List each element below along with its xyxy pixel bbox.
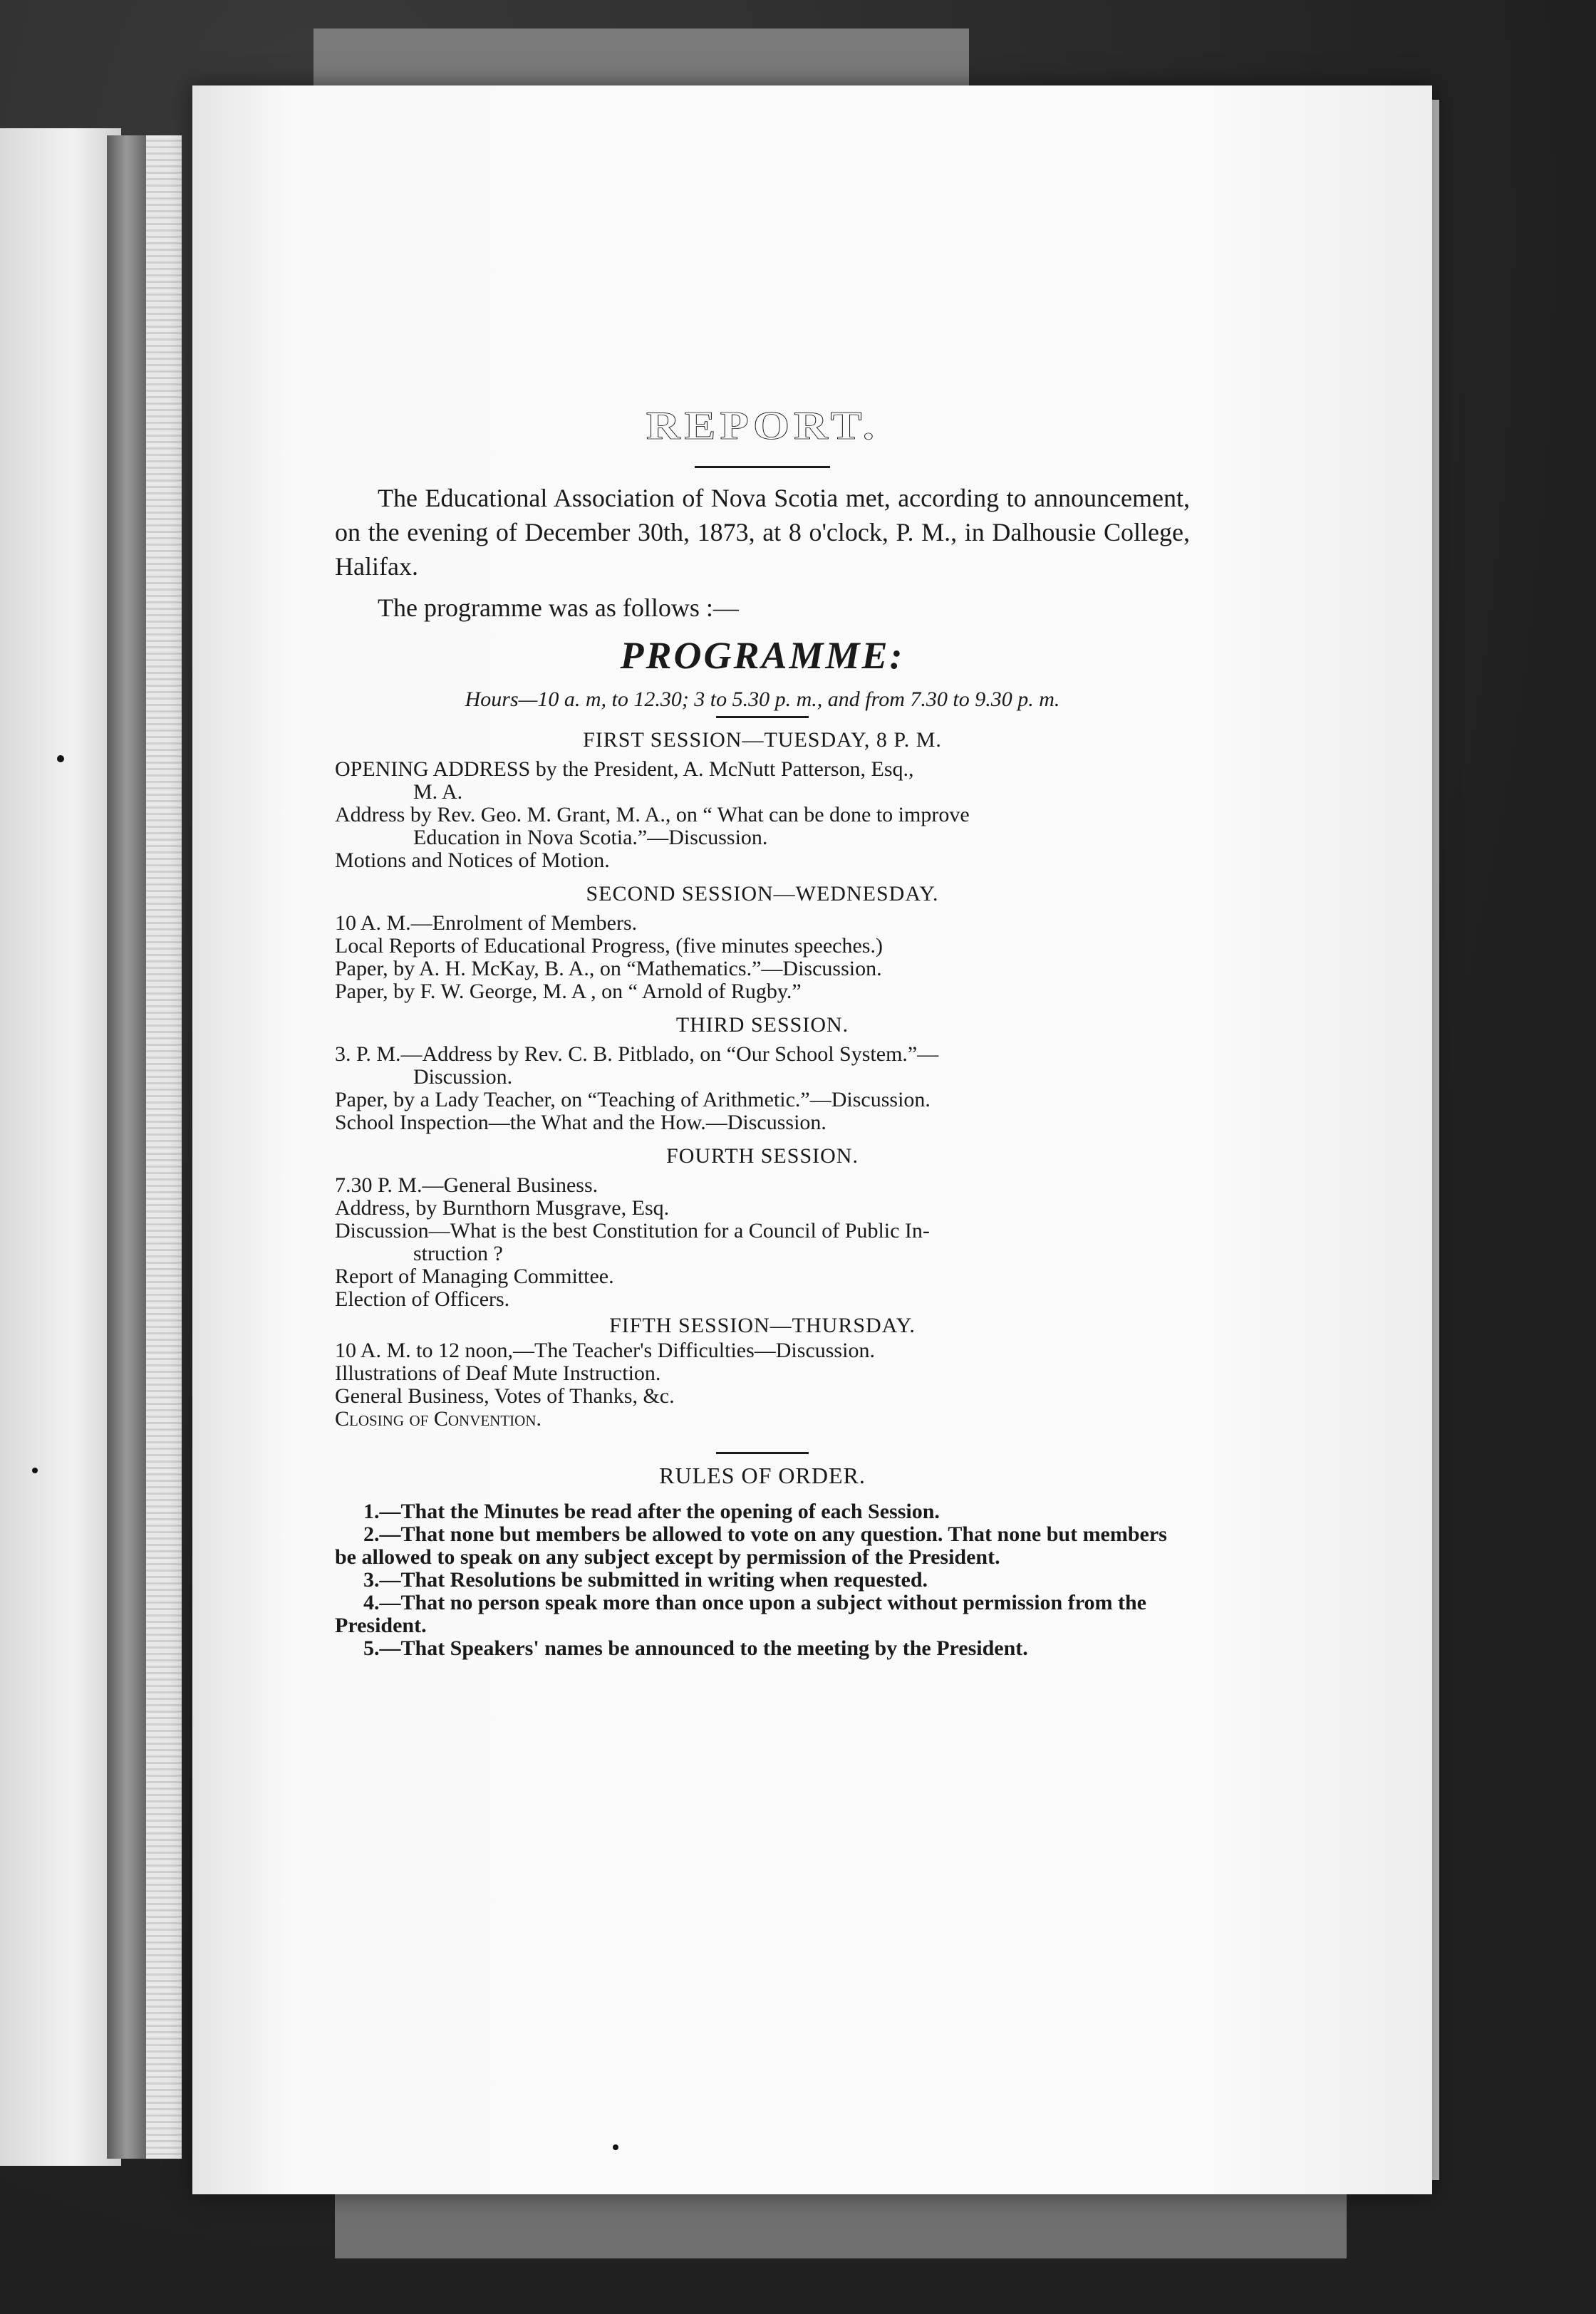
page-binding <box>146 135 182 2159</box>
session-item: Report of Managing Committee. <box>335 1265 614 1288</box>
session-item: Address, by Burnthorn Musgrave, Esq. <box>335 1196 670 1220</box>
session-item: Address by Rev. Geo. M. Grant, M. A., on “ What can be done to improve Education in Nova Scotia.”—Discussion. <box>335 803 970 849</box>
title-rule <box>695 466 830 468</box>
session-item: 3. P. M.—Address by Rev. C. B. Pitblado, on “Our School System.”— Discussion. <box>335 1042 939 1089</box>
report-intro: The Educational Association of Nova Scotia met, according to announcement, on the evening of December 30th, 1873, at 8 o'clock, P. M., in Dalhousie College, Halifax. <box>335 484 1190 581</box>
scan-speck <box>57 755 64 762</box>
session-item: Closing of Convention. <box>335 1407 542 1431</box>
facing-page-edge <box>0 128 121 2166</box>
session-heading: FIFTH SESSION—THURSDAY. <box>609 1314 916 1337</box>
scan-top-strip <box>314 28 969 93</box>
rule-item: 1.—That the Minutes be read after the opening of each Session. <box>363 1500 940 1523</box>
rule-item: 5.—That Speakers' names be announced to the meeting by the President. <box>363 1636 1028 1660</box>
session-heading: FIRST SESSION—TUESDAY, 8 P. M. <box>583 728 942 752</box>
session-item: 10 A. M. to 12 noon,—The Teacher's Difficulties—Discussion. <box>335 1339 875 1362</box>
session-heading: SECOND SESSION—WEDNESDAY. <box>586 882 939 906</box>
sessions <box>335 728 1190 1431</box>
report-title: REPORT. <box>646 403 879 448</box>
session-item: Discussion—What is the best Constitution for a Council of Public In- struction ? <box>335 1219 930 1265</box>
session-item: Paper, by A. H. McKay, B. A., on “Mathematics.”—Discussion. <box>335 957 882 980</box>
session-item: Election of Officers. <box>335 1287 510 1311</box>
session-item: Illustrations of Deaf Mute Instruction. <box>335 1361 661 1385</box>
rules-rule <box>716 1452 809 1454</box>
session-item: 10 A. M.—Enrolment of Members. <box>335 911 638 935</box>
session-item: Local Reports of Educational Progress, (five minutes speeches.) <box>335 934 883 958</box>
programme-hours: Hours—10 a. m, to 12.30; 3 to 5.30 p. m., and from 7.30 to 9.30 p. m. <box>465 688 1060 711</box>
programme-lead: The programme was as follows :— <box>378 593 739 622</box>
page-content <box>335 385 1190 1660</box>
session-item: Paper, by a Lady Teacher, on “Teaching of Arithmetic.”—Discussion. <box>335 1088 931 1111</box>
rule-item: 3.—That Resolutions be submitted in writing when requested. <box>363 1568 928 1592</box>
hours-rule <box>716 716 809 718</box>
scan-speck <box>613 2144 618 2150</box>
session-heading: FOURTH SESSION. <box>666 1144 859 1168</box>
rule-item: 2.—That none but members be allowed to vote on any question. That none but members be allowed to speak on any subject except by permission of the President. <box>335 1522 1167 1569</box>
session-item: 7.30 P. M.—General Business. <box>335 1173 598 1197</box>
session-item: Motions and Notices of Motion. <box>335 849 610 872</box>
session-heading: THIRD SESSION. <box>675 1013 849 1037</box>
rule-item: 4.—That no person speak more than once upon a subject without permission from the President. <box>335 1591 1146 1637</box>
session-item: School Inspection—the What and the How.—Discussion. <box>335 1111 826 1134</box>
session-item: General Business, Votes of Thanks, &c. <box>335 1384 675 1408</box>
programme-title: PROGRAMME: <box>620 634 905 677</box>
scan-speck <box>32 1468 38 1473</box>
session-item: Paper, by F. W. George, M. A , on “ Arnold of Rugby.” <box>335 980 802 1003</box>
session-item: OPENING ADDRESS by the President, A. McNutt Patterson, Esq., M. A. <box>335 757 914 804</box>
rules-heading: RULES OF ORDER. <box>659 1463 866 1488</box>
